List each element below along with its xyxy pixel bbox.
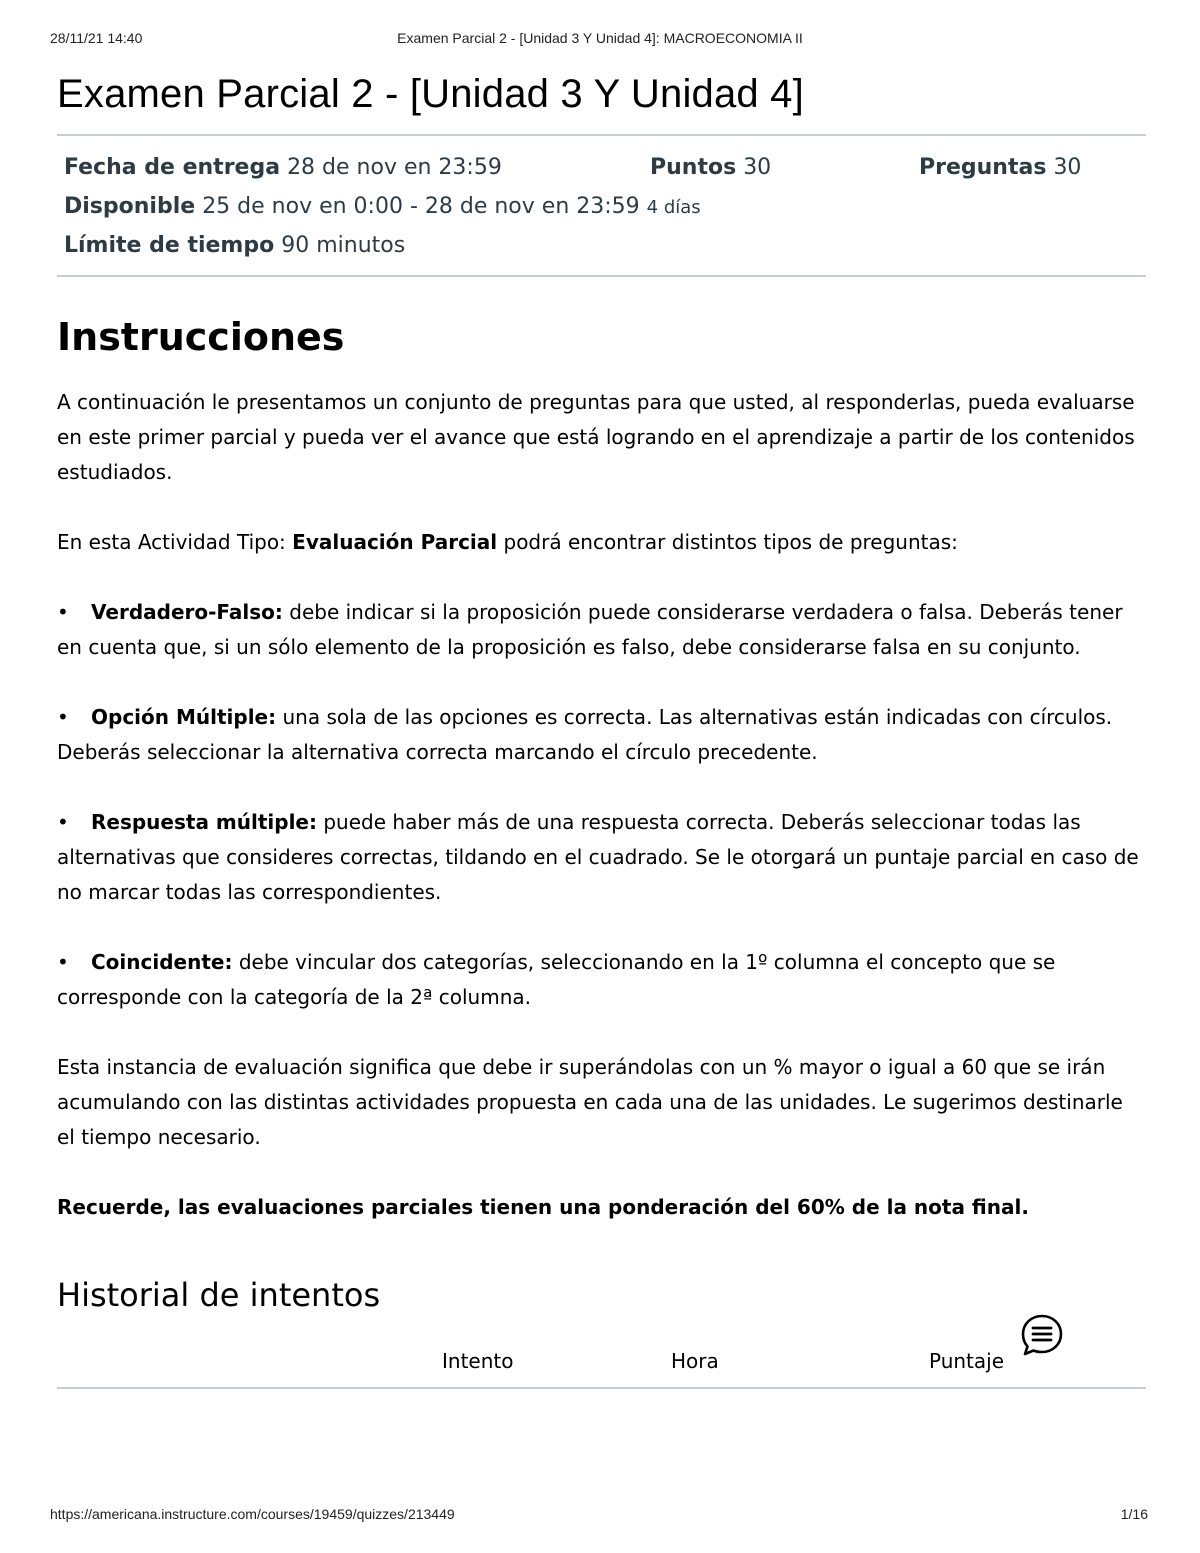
details-row-2 [64,189,701,225]
list-item [57,595,1146,665]
bullet-text: debe indicar si la proposición puede considerarse verdadera o falsa. Deberás tener en cuenta que, si un sólo elemento de la proposición es falso, debe considerarse falsa en su conjunto. [57,600,1123,659]
questions-value: 30 [1053,155,1082,180]
list-item [57,805,1146,910]
bullet-term: Coincidente: [91,950,233,974]
reminder [57,1190,1146,1225]
column-header-time: Hora [671,1349,719,1373]
print-document-title: Examen Parcial 2 - [Unidad 3 Y Unidad 4]: MACROECONOMIA II [397,30,803,46]
bullet-term: Opción Múltiple: [91,705,277,729]
column-header-score: Puntaje [929,1349,1005,1373]
available-label: Disponible [64,194,196,219]
attempt-history-table [57,1327,1146,1393]
activity-suffix: podrá encontrar distintos tipos de preguntas: [497,530,958,554]
table-header-divider [57,1387,1146,1389]
activity-type-bold: Evaluación Parcial [292,530,498,554]
bullet: • [57,705,69,729]
bullet-term: Respuesta múltiple: [91,810,317,834]
time-limit-value: 90 minutos [281,233,406,258]
available-value: 25 de nov en 0:00 - 28 de nov en 23:59 [202,194,640,219]
list-item [57,945,1146,1015]
due-value: 28 de nov en 23:59 [287,155,502,180]
time-limit-label: Límite de tiempo [64,233,275,258]
questions-label: Preguntas [919,155,1047,180]
history-heading: Historial de intentos [57,1276,381,1314]
points-value: 30 [743,155,772,180]
reminder-text: Recuerde, las evaluaciones parciales tienen una ponderación del 60% de la nota final. [57,1195,1029,1219]
activity-prefix: En esta Actividad Tipo: [57,530,293,554]
bullet-text: puede haber más de una respuesta correcta. Deberás seleccionar todas las alternativas que consideres correctas, tildando en el cuadrado. Se le otorgará un puntaje parcial en caso de no marcar todas las correspondientes. [57,810,1139,904]
quiz-details [57,136,1146,275]
points-label: Puntos [650,155,737,180]
instructions-heading: Instrucciones [57,315,345,359]
quiz-content [57,62,1146,1393]
print-header [0,30,1200,50]
page-title: Examen Parcial 2 - [Unidad 3 Y Unidad 4] [57,72,804,116]
page-number: 1/16 [1120,1506,1148,1522]
print-footer [0,1506,1200,1526]
column-header-attempt: Intento [442,1349,514,1373]
questions-row [919,150,1081,186]
available-days: 4 días [646,197,701,218]
due-label: Fecha de entrega [64,155,281,180]
instructions-intro: A continuación le presentamos un conjunto de preguntas para que usted, al responderlas, pueda evaluarse en este primer parcial y pueda ver el avance que está logrando en el aprendizaje a partir de los contenidos estudiados. [57,390,1135,484]
bullet: • [57,810,69,834]
details-row-1 [64,150,502,186]
list-item [57,700,1146,770]
bullet-text: una sola de las opciones es correcta. Las alternativas están indicadas con círculos. Deberás seleccionar la alternativa correcta marcando el círculo precedente. [57,705,1113,764]
activity-type [57,525,1146,560]
evaluation-note: Esta instancia de evaluación significa que debe ir superándolas con un % mayor o igual a 60 que se irán acumulando con las distintas actividades propuesta en cada una de las unidades. Le sugerimos destinarle el tiempo necesario. [57,1055,1123,1149]
print-datetime: 28/11/21 14:40 [50,30,143,46]
details-row-3 [64,228,405,264]
bullet-term: Verdadero-Falso: [91,600,283,624]
divider [57,275,1146,277]
bullet: • [57,950,69,974]
points-row [650,150,771,186]
print-url[interactable]: https://americana.instructure.com/courses/19459/quizzes/213449 [50,1506,455,1522]
bullet: • [57,600,69,624]
bullet-text: debe vincular dos categorías, seleccionando en la 1º columna el concepto que se corresponde con la categoría de la 2ª columna. [57,950,1056,1009]
chat-bubble-icon[interactable] [1020,1313,1064,1357]
